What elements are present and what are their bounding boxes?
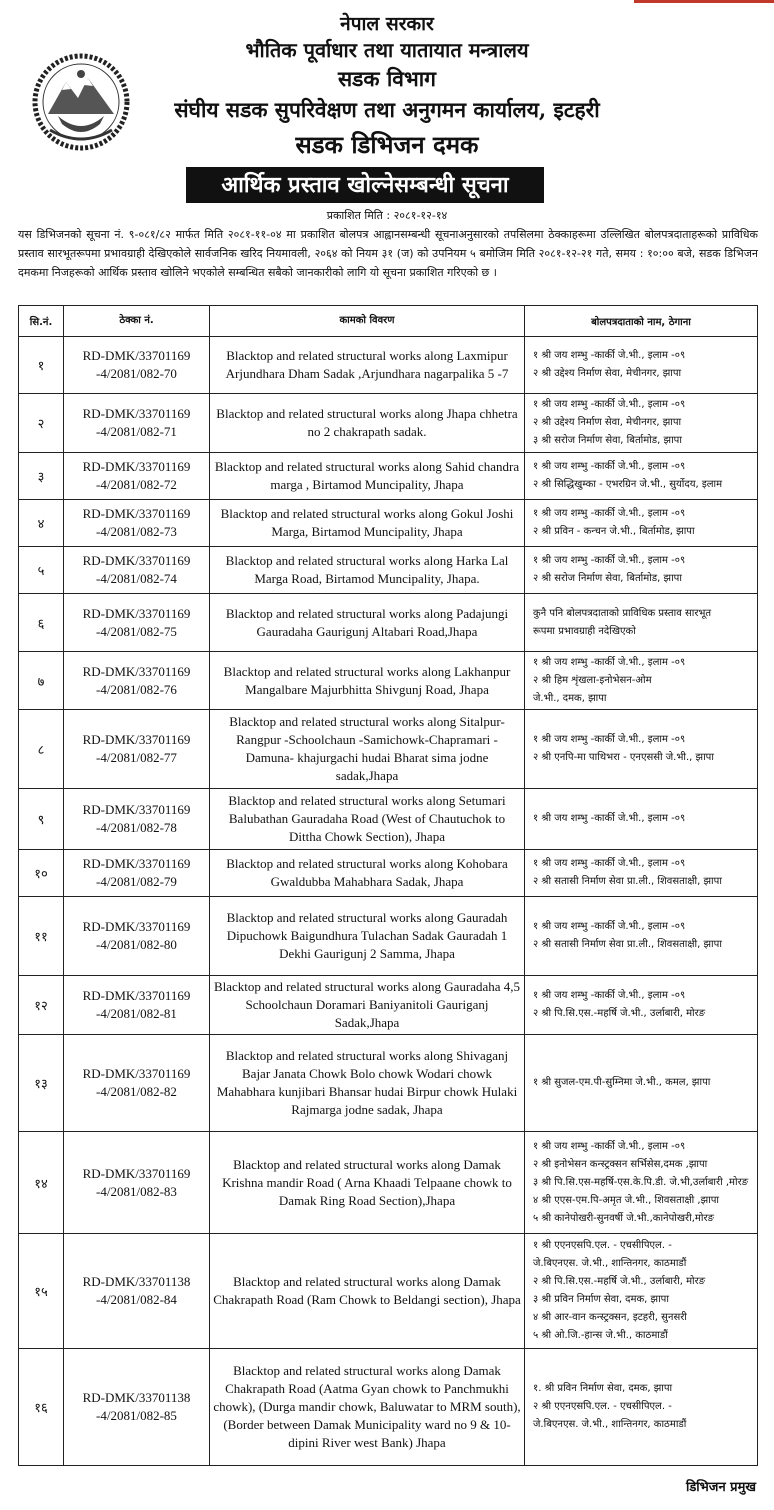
intro-paragraph: यस डिभिजनको सूचना नं. ९-०८१/८२ मार्फत मिति २०८१-११-०४ मा प्रकाशित बोलपत्र आह्वानसम्बन्धी सूचनाअनुसारको तपसिलमा ठेक्काहरूमा उल्लिखित बोलपत्रदाताहरूको प्राविधिक प्रस्ताव सारभूतरूपमा प्रभावग्राही देखिएकोले सार्वजनिक खरिद नियमावली, २०६४ को नियम ३१ (ज) को उपनियम ५ बमोजिम मिति २०८१-१२-२१ गते, समय : १०:०० बजे, सडक डिभिजन दमकमा निजहरूको आर्थिक प्रस्ताव खोलिने भएकोले सम्बन्धित सबैको जानकारीको लागि यो सूचना प्रकाशित गरिएको छ ।: [18, 228, 758, 279]
row-serial-number: ९: [19, 789, 64, 850]
contract-number-line2: -4/2081/082-77: [96, 750, 177, 765]
row-serial-number: ५: [19, 547, 64, 594]
row-work-description: Blacktop and related structural works along Padajungi Gauradaha Gaurigunj Altabari Road,Jhapa: [210, 594, 525, 652]
bidder-line: २ श्री इनोभेसन कन्स्ट्रक्सन सर्भिसेस,दमक ,झापा: [533, 1158, 708, 1170]
contract-number-line2: -4/2081/082-80: [96, 937, 177, 952]
table-row: [19, 594, 758, 652]
table-row: [19, 710, 758, 789]
row-work-description: Blacktop and related structural works along Sitalpur-Rangpur -Schoolchaun -Samichowk-Chapramari -Damuna- khajurgachi hudai Bharat sima jodne sadak,Jhapa: [210, 710, 525, 789]
contract-number-line1: RD-DMK/33701169: [82, 348, 191, 363]
row-bidders: [525, 1035, 758, 1132]
bidder-line: ३ श्री पि.सि.एस-महर्षि-एस.के.पि.डी. जे.भी,उर्लाबारी ,मोरङ: [533, 1176, 749, 1188]
row-serial-number: १०: [19, 850, 64, 897]
bidder-line: ४ श्री आर-वान कन्स्ट्रक्सन, इटहरी, सुनसरी: [533, 1312, 687, 1323]
col-header-sn: सि.नं.: [19, 306, 64, 337]
contract-number-line1: RD-DMK/33701169: [82, 1165, 191, 1181]
contract-number-line2: -4/2081/082-79: [96, 874, 177, 889]
row-serial-number: १६: [19, 1349, 64, 1466]
row-work-description: Blacktop and related structural works along Damak Krishna mandir Road ( Arna Khaadi Telpaane chowk to Damak Ring Road Section),Jhapa: [210, 1132, 525, 1234]
table-row: [19, 453, 758, 500]
table-header-row: [19, 306, 758, 337]
bidder-line: १ श्री जय शम्भु -कार्की जे.भी., इलाम -०९: [533, 399, 686, 410]
contract-number-line1: RD-DMK/33701169: [82, 732, 191, 747]
col-header-contract: ठेक्का नं.: [64, 306, 210, 337]
contract-number-line1: RD-DMK/33701169: [82, 856, 191, 871]
bidder-line: ३ श्री प्रविन निर्माण सेवा, दमक, झापा: [533, 1294, 669, 1305]
row-contract-number: [64, 1132, 210, 1234]
table-row: [19, 500, 758, 547]
contract-number-line1: RD-DMK/33701169: [82, 663, 191, 679]
contract-number-line2: -4/2081/082-73: [96, 524, 177, 539]
contract-number-line1: RD-DMK/33701169: [82, 506, 191, 521]
row-contract-number: [64, 850, 210, 897]
row-serial-number: ११: [19, 897, 64, 976]
contract-number-line1: RD-DMK/33701138: [82, 1274, 191, 1289]
bidder-line: १ श्री जय शम्भु -कार्की जे.भी., इलाम -०९: [533, 734, 686, 745]
row-bidders: [525, 500, 758, 547]
table-row: [19, 337, 758, 394]
row-bidders: [525, 1349, 758, 1466]
row-work-description: Blacktop and related structural works along Setumari Balubathan Gauradaha Road (West of Chautuchok to Dittha Chowk Section), Jhapa: [210, 789, 525, 850]
contract-number-line2: -4/2081/082-81: [96, 1006, 177, 1021]
bidder-line: २ श्री पि.सि.एस.-महर्षि जे.भी., उर्लाबारी, मोरङ: [533, 1276, 706, 1287]
row-contract-number: [64, 652, 210, 710]
row-bidders: [525, 897, 758, 976]
row-contract-number: [64, 594, 210, 652]
row-contract-number: [64, 710, 210, 789]
header-government: नेपाल सरकार: [340, 13, 434, 35]
row-work-description: Blacktop and related structural works along Kohobara Gwaldubba Mahabhara Sadak, Jhapa: [210, 850, 525, 897]
bidder-line: २ श्री प्रविन - कन्चन जे.भी., बिर्तामोड, झापा: [533, 526, 695, 537]
contract-number-line1: RD-DMK/33701169: [82, 988, 191, 1003]
contract-number-line2: -4/2081/082-76: [96, 681, 177, 697]
table-row: [19, 1035, 758, 1132]
row-work-description: Blacktop and related structural works along Damak Chakrapath Road (Aatma Gyan chowk to Panchmukhi chowk), (Durga mandir chowk, Baluwatar to MRM south), (Border between Damak Municipality ward no 9 & 10- dipini River west Bank) Jhapa: [210, 1349, 525, 1466]
contract-number-line1: RD-DMK/33701169: [82, 459, 191, 474]
row-serial-number: १३: [19, 1035, 64, 1132]
bidder-line: २ श्री सतासी निर्माण सेवा प्रा.ली., शिवसताक्षी, झापा: [533, 876, 722, 887]
bidder-line: जे.भी., दमक, झापा: [533, 692, 607, 704]
row-bidders: [525, 710, 758, 789]
contract-number-line1: RD-DMK/33701138: [82, 1390, 191, 1405]
row-serial-number: १५: [19, 1234, 64, 1349]
row-bidders: [525, 850, 758, 897]
bidder-line: १ श्री जय शम्भु -कार्की जे.भी., इलाम -०९: [533, 1140, 686, 1152]
bidder-line: १ श्री सुजल-एम.पी-सुम्निमा जे.भी., कमल, झापा: [533, 1077, 711, 1088]
table-row: [19, 897, 758, 976]
row-contract-number: [64, 337, 210, 394]
contract-number-line1: RD-DMK/33701169: [82, 1066, 191, 1081]
row-bidders: [525, 547, 758, 594]
row-contract-number: [64, 453, 210, 500]
bidder-line: १ श्री जय शम्भु -कार्की जे.भी., इलाम -०९: [533, 921, 686, 932]
bidder-line: १ श्री एएनएसपि.एल. - एचसीपिएल. -: [533, 1240, 672, 1251]
bidder-line: जे.बिएनएस. जे.भी., शान्तिनगर, काठमाडौं: [533, 1258, 687, 1269]
row-bidders: [525, 1234, 758, 1349]
row-contract-number: [64, 897, 210, 976]
row-contract-number: [64, 1234, 210, 1349]
row-serial-number: ४: [19, 500, 64, 547]
row-bidders: [525, 594, 758, 652]
bidder-line: २ श्री उद्देश्य निर्माण सेवा, मेचीनगर, झापा: [533, 368, 682, 379]
row-work-description: Blacktop and related structural works along Jhapa chhetra no 2 chakrapath sadak.: [210, 394, 525, 453]
contract-number-line1: RD-DMK/33701169: [82, 919, 191, 934]
bidder-line: १ श्री जय शम्भु -कार्की जे.भी., इलाम -०९: [533, 813, 686, 824]
header-ministry: भौतिक पूर्वाधार तथा यातायात मन्त्रालय: [245, 38, 529, 62]
row-bidders: [525, 337, 758, 394]
bidder-line: २ श्री सरोज निर्माण सेवा, बिर्तामोड, झापा: [533, 573, 682, 584]
row-bidders: [525, 789, 758, 850]
row-serial-number: ६: [19, 594, 64, 652]
bidder-line: २ श्री हिम शृंखला-इनोभेसन-ओम: [533, 674, 652, 686]
row-serial-number: १: [19, 337, 64, 394]
header-office: संघीय सडक सुपरिवेक्षण तथा अनुगमन कार्यालय, इटहरी: [174, 97, 600, 122]
notice-title: आर्थिक प्रस्ताव खोल्नेसम्बन्धी सूचना: [186, 167, 544, 203]
row-serial-number: १४: [19, 1132, 64, 1234]
row-serial-number: १२: [19, 976, 64, 1035]
row-bidders: [525, 976, 758, 1035]
bidder-line: रूपमा प्रभावग्राही नदेखिएको: [533, 625, 636, 637]
row-work-description: Blacktop and related structural works along Sahid chandra marga , Birtamod Muncipality, Jhapa: [210, 453, 525, 500]
bidder-line: १ श्री जय शम्भु -कार्की जे.भी., इलाम -०९: [533, 990, 686, 1001]
row-contract-number: [64, 547, 210, 594]
contract-number-line2: -4/2081/082-84: [96, 1292, 177, 1307]
contract-number-line1: RD-DMK/33701169: [82, 406, 191, 421]
footer-signature: डिभिजन प्रमुख: [685, 1480, 756, 1495]
col-header-description: कामको विवरण: [210, 306, 525, 337]
bidder-line: २ श्री एनपि-मा पाथिभरा - एनएससी जे.भी., झापा: [533, 752, 714, 763]
row-serial-number: २: [19, 394, 64, 453]
contract-number-line2: -4/2081/082-70: [96, 366, 177, 381]
bidder-line: ५ श्री कानेपोखरी-सुनवर्षी जे.भी.,कानेपोखरी,मोरङ: [533, 1212, 714, 1224]
bidder-line: १ श्री जय शम्भु -कार्की जे.भी., इलाम -०९: [533, 461, 686, 472]
row-serial-number: ८: [19, 710, 64, 789]
bidder-line: १ श्री जय शम्भु -कार्की जे.भी., इलाम -०९: [533, 508, 686, 519]
row-work-description: Blacktop and related structural works along Harka Lal Marga Road, Birtamod Muncipality, Jhapa.: [210, 547, 525, 594]
row-work-description: Blacktop and related structural works along Lakhanpur Mangalbare Majurbhitta Shivgunj Road, Jhapa: [210, 652, 525, 710]
row-work-description: Blacktop and related structural works along Gauradaha 4,5 Schoolchaun Doramari Baniyanitoli Gauriganj Sadak,Jhapa: [210, 976, 525, 1035]
bidder-line: २ श्री उद्देश्य निर्माण सेवा, मेचीनगर, झापा: [533, 417, 682, 428]
bidder-line: ३ श्री सरोज निर्माण सेवा, बिर्तामोड, झापा: [533, 435, 682, 446]
row-work-description: Blacktop and related structural works along Laxmipur Arjundhara Dham Sadak ,Arjundhara nagarpalika 5 -7: [210, 337, 525, 394]
contract-number-line1: RD-DMK/33701169: [82, 802, 191, 817]
row-work-description: Blacktop and related structural works along Damak Chakrapath Road (Ram Chowk to Beldangi section), Jhapa: [210, 1234, 525, 1349]
row-work-description: Blacktop and related structural works along Gauradah Dipuchowk Baigundhura Tulachan Sadak Gauradah 1 Dekhi Gaurigunj 2 Samma, Jhapa: [210, 897, 525, 976]
table-row: [19, 1349, 758, 1466]
table-row: [19, 789, 758, 850]
published-date: प्रकाशित मिति : २०८१-१२-१४: [326, 209, 448, 222]
row-contract-number: [64, 976, 210, 1035]
table-row: [19, 547, 758, 594]
bidder-line: २ श्री सिद्धिखुम्का - एभरग्रिन जे.भी., सुर्योदय, इलाम: [533, 479, 723, 490]
bidder-line: १ श्री जय शम्भु -कार्की जे.भी., इलाम -०९: [533, 656, 686, 668]
contract-number-line2: -4/2081/082-83: [96, 1183, 177, 1199]
bidder-line: १ श्री जय शम्भु -कार्की जे.भी., इलाम -०९: [533, 555, 686, 566]
table-row: [19, 850, 758, 897]
bidder-line: ४ श्री एएस-एम.पि-अमृत जे.भी., शिवसताक्षी ,झापा: [533, 1194, 720, 1206]
row-contract-number: [64, 394, 210, 453]
bidder-line: जे.बिएनएस. जे.भी., शान्तिनगर, काठमाडौं: [533, 1419, 687, 1430]
contract-number-line2: -4/2081/082-71: [96, 424, 177, 439]
bidder-line: ५ श्री ओ.जि.-हान्स जे.भी., काठमाडौं: [533, 1330, 668, 1341]
table-row: [19, 1132, 758, 1234]
table-row: [19, 394, 758, 453]
row-bidders: [525, 394, 758, 453]
row-contract-number: [64, 1349, 210, 1466]
bidder-line: १ श्री जय शम्भु -कार्की जे.भी., इलाम -०९: [533, 858, 686, 869]
bidder-line: २ श्री एएनएसपि.एल. - एचसीपिएल. -: [533, 1401, 672, 1412]
contract-number-line2: -4/2081/082-74: [96, 571, 177, 586]
contract-number-line1: RD-DMK/33701169: [82, 605, 191, 621]
table-row: [19, 976, 758, 1035]
contract-number-line1: RD-DMK/33701169: [82, 553, 191, 568]
bidder-line: १. श्री प्रविन निर्माण सेवा, दमक, झापा: [533, 1383, 673, 1394]
bidder-line: २ श्री सतासी निर्माण सेवा प्रा.ली., शिवसताक्षी, झापा: [533, 939, 722, 950]
contract-number-line2: -4/2081/082-78: [96, 820, 177, 835]
row-contract-number: [64, 1035, 210, 1132]
row-serial-number: ७: [19, 652, 64, 710]
bidder-line: २ श्री पि.सि.एस.-महर्षि जे.भी., उर्लाबारी, मोरङ: [533, 1008, 706, 1019]
col-header-bidders: बोलपत्रदाताको नाम, ठेगाना: [525, 306, 758, 337]
contract-number-line2: -4/2081/082-75: [96, 623, 177, 639]
header-department: सडक विभाग: [337, 66, 436, 91]
contract-number-line2: -4/2081/082-82: [96, 1084, 177, 1099]
table-row: [19, 652, 758, 710]
row-bidders: [525, 1132, 758, 1234]
table-row: [19, 1234, 758, 1349]
row-bidders: [525, 652, 758, 710]
header-division: सडक डिभिजन दमक: [295, 130, 479, 159]
bidder-line: १ श्री जय शम्भु -कार्की जे.भी., इलाम -०९: [533, 350, 686, 361]
bid-table: [18, 305, 758, 1466]
row-contract-number: [64, 500, 210, 547]
row-contract-number: [64, 789, 210, 850]
row-work-description: Blacktop and related structural works along Shivaganj Bajar Janata Chowk Bolo chowk Wodari chowk Mahabhara kunjibari Bhansar hudai Birpur chowk Hulaki Rajmarga jodne sadak, Jhapa: [210, 1035, 525, 1132]
row-work-description: Blacktop and related structural works along Gokul Joshi Marga, Birtamod Muncipality, Jhapa: [210, 500, 525, 547]
contract-number-line2: -4/2081/082-72: [96, 477, 177, 492]
row-bidders: [525, 453, 758, 500]
contract-number-line2: -4/2081/082-85: [96, 1408, 177, 1423]
top-accent-bar: [634, 0, 774, 3]
bidder-line: कुनै पनि बोलपत्रदाताको प्राविधिक प्रस्ताव सारभूत: [533, 607, 712, 619]
row-serial-number: ३: [19, 453, 64, 500]
